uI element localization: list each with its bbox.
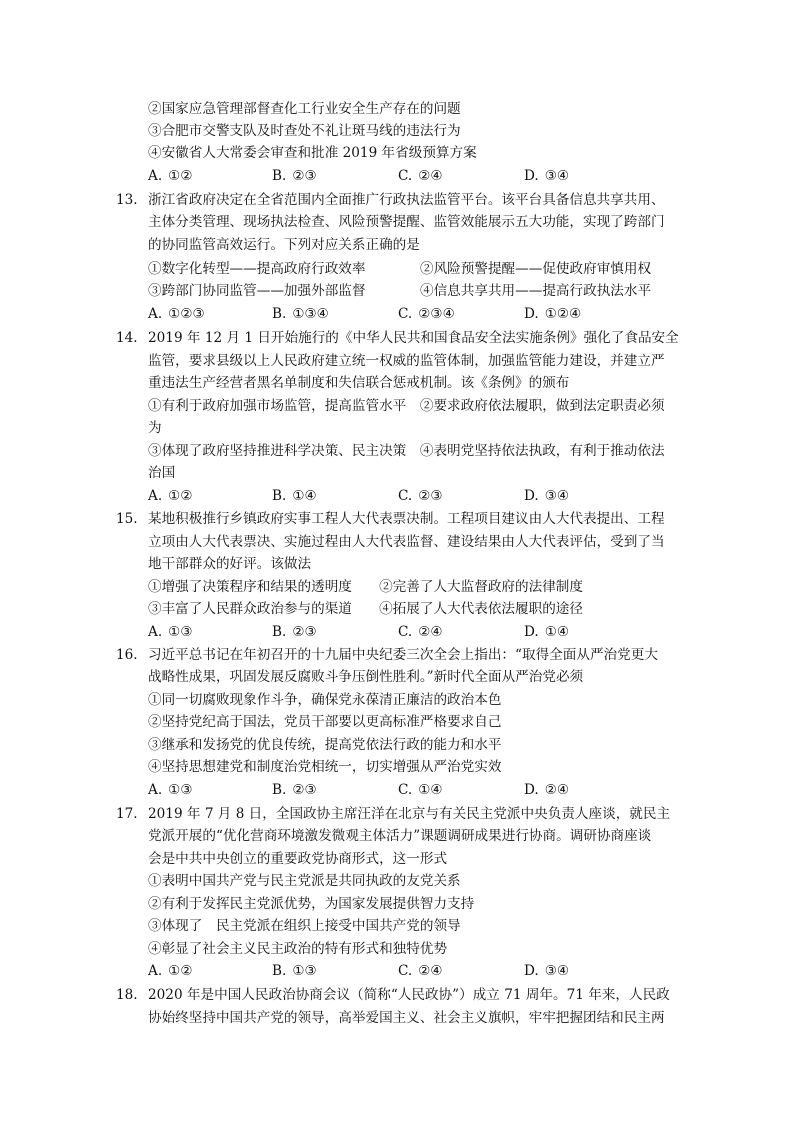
- statement: ②风险预警提醒——促使政府审慎用权: [420, 261, 652, 277]
- question-number: 15.: [116, 511, 138, 527]
- question-stem: 重违法生产经营者黑名单制度和失信联合惩戒机制。该《条例》的颁布: [148, 375, 570, 391]
- question-number: 17.: [116, 806, 138, 822]
- answer-choice: C. ②③④: [398, 306, 455, 322]
- question-stem: 立项由人大代表票决、实施过程由人大代表监督、建设结果由人大代表评估，受到了当: [148, 534, 665, 550]
- statement: ③丰富了人民群众政治参与的渠道 ④拓展了人大代表依法履职的途径: [148, 601, 583, 617]
- option-line: ②国家应急管理部督查化工行业安全生产存在的问题: [148, 101, 461, 117]
- answer-choice: B. ②③: [272, 624, 317, 640]
- answer-choice: B. ①③: [272, 963, 317, 979]
- answer-choice: B. ②③: [272, 168, 317, 184]
- question-stem: 党派开展的“优化营商环境激发微观主体活力”课题调研成果进行协商。调研协商座谈: [148, 828, 652, 844]
- question-stem: 习近平总书记在年初召开的十九届中央纪委三次全会上指出：“取得全面从严治党更大: [148, 647, 658, 663]
- question-stem: 会是中共中央创立的重要政党协商形式，这一形式: [148, 851, 448, 867]
- statement: ③继承和发扬党的优良传统，提高党依法行政的能力和水平: [148, 737, 502, 753]
- question-stem: 战略性成果，巩固发展反腐败斗争压倒性胜利。”新时代全面从严治党必须: [148, 669, 584, 685]
- question-stem: 监管，要求县级以上人民政府建立统一权威的监管体制，加强监管能力建设，并建立严: [148, 353, 665, 369]
- question-stem: 2019 年 12 月 1 日开始施行的《中华人民共和国食品安全法实施条例》强化了食品安全: [148, 330, 679, 346]
- statement: ①表明中国共产党与民主党派是共同执政的友党关系: [148, 873, 461, 889]
- question-stem: 2020 年是中国人民政治协商会议（简称“人民政协”）成立 71 周年。71 年来，人民政: [148, 987, 670, 1003]
- answer-choice: C. ①④: [398, 782, 443, 798]
- answer-choice: C. ②③: [398, 488, 443, 504]
- statement: ②有利于发挥民主党派优势，为国家发展提供智力支持: [148, 896, 475, 912]
- statement: 为: [148, 420, 162, 436]
- question-stem: 地干部群众的好评。该做法: [148, 556, 312, 572]
- answer-choice: D. ③④: [524, 963, 570, 979]
- statement: ④彰显了社会主义民主政治的特有形式和独特优势: [148, 941, 448, 957]
- statement: 治国: [148, 465, 176, 481]
- statement: ③体现了政府坚持推进科学决策、民主决策 ④表明党坚持依法执政，有利于推动依法: [148, 443, 665, 459]
- answer-choice: D. ①④: [524, 624, 570, 640]
- statement: ①有利于政府加强市场监管，提高监管水平 ②要求政府依法履职，做到法定职责必须: [148, 398, 665, 414]
- answer-choice: B. ②③: [272, 782, 317, 798]
- answer-choice: C. ②④: [398, 963, 443, 979]
- option-line: ③合肥市交警支队及时查处不礼让斑马线的违法行为: [148, 123, 461, 139]
- answer-choice: A. ①③: [148, 624, 193, 640]
- question-stem: 2019 年 7 月 8 日，全国政协主席汪洋在北京与有关民主党派中央负责人座谈，就民主: [148, 806, 671, 822]
- answer-choice: A. ①②: [148, 963, 193, 979]
- answer-choice: C. ②④: [398, 168, 443, 184]
- answer-choice: A. ①②: [148, 488, 193, 504]
- answer-choice: C. ②④: [398, 624, 443, 640]
- answer-choice: B. ①③④: [272, 306, 329, 322]
- statement: ①增强了决策程序和结果的透明度 ②完善了人大监督政府的法律制度: [148, 579, 583, 595]
- question-number: 18.: [116, 987, 138, 1003]
- question-number: 14.: [116, 330, 138, 346]
- answer-choice: B. ①④: [272, 488, 317, 504]
- question-stem: 主体分类管理、现场执法检查、风险预警提醒、监管效能展示五大功能，实现了跨部门: [148, 214, 665, 230]
- answer-choice: A. ①③: [148, 782, 193, 798]
- statement: ①同一切腐败现象作斗争，确保党永葆清正廉洁的政治本色: [148, 692, 502, 708]
- answer-choice: D. ③④: [524, 488, 570, 504]
- option-line: ④安徽省人大常委会审查和批准 2019 年省级预算方案: [148, 145, 477, 161]
- answer-choice: D. ②④: [524, 782, 570, 798]
- question-number: 16.: [116, 647, 138, 663]
- question-number: 13.: [116, 192, 138, 208]
- question-stem: 浙江省政府决定在全省范围内全面推广行政执法监管平台。该平台具备信息共享共用、: [148, 192, 665, 208]
- question-stem: 协始终坚持中国共产党的领导，高举爱国主义、社会主义旗帜，牢牢把握团结和民主两: [148, 1010, 665, 1026]
- statement: ④坚持思想建党和制度治党相统一，切实增强从严治党实效: [148, 759, 502, 775]
- statement: ①数字化转型——提高政府行政效率: [148, 261, 366, 277]
- answer-choice: D. ③④: [524, 168, 570, 184]
- statement: ③跨部门协同监管——加强外部监督: [148, 283, 366, 299]
- statement: ④信息共享共用——提高行政执法水平: [420, 283, 652, 299]
- question-stem: 某地积极推行乡镇政府实事工程人大代表票决制。工程项目建议由人大代表提出、工程: [148, 511, 665, 527]
- statement: ②坚持党纪高于国法，党员干部要以更高标准严格要求自己: [148, 714, 502, 730]
- answer-choice: D. ①②④: [524, 306, 582, 322]
- answer-choice: A. ①②③: [148, 306, 205, 322]
- question-stem: 的协同监管高效运行。下列对应关系正确的是: [148, 237, 420, 253]
- answer-choice: A. ①②: [148, 168, 193, 184]
- statement: ③体现了 民主党派在组织上接受中国共产党的领导: [148, 918, 461, 934]
